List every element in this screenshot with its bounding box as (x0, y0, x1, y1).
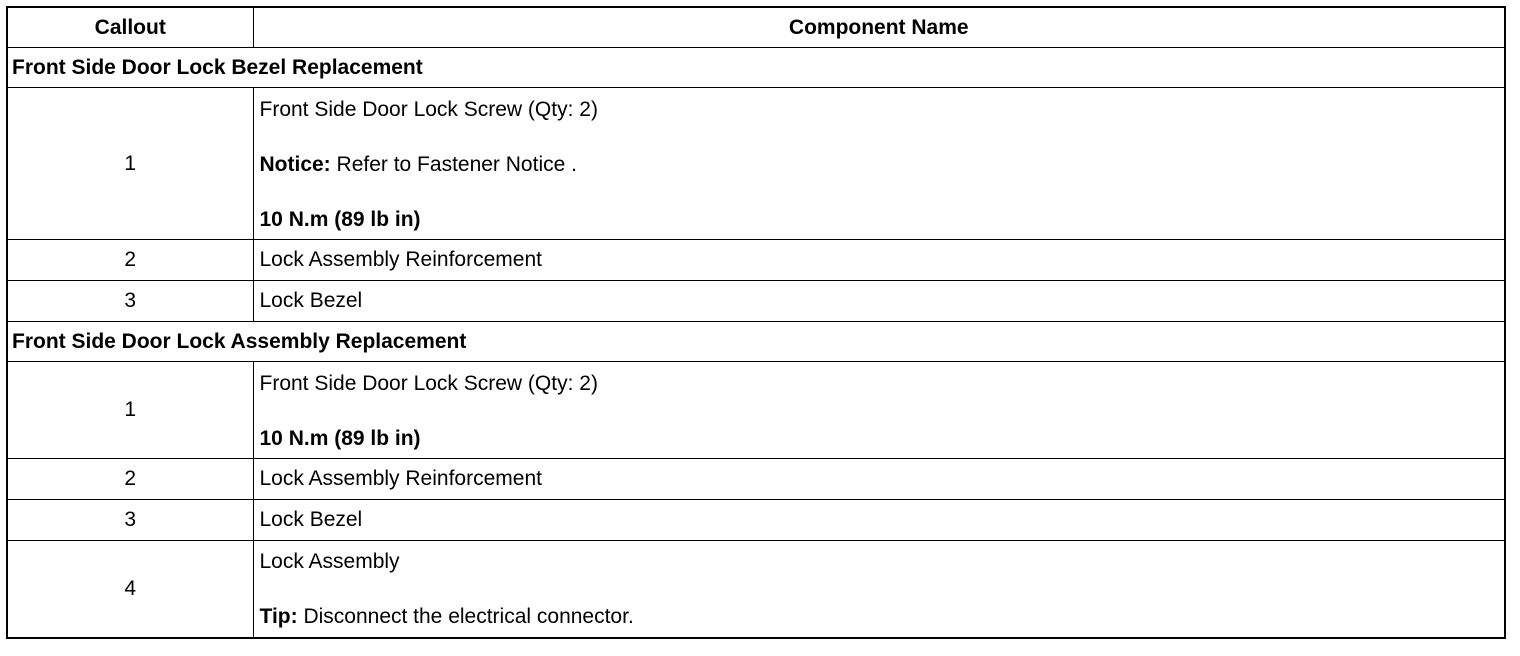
notice-label: Notice: (259, 152, 331, 176)
table-row (7, 500, 1505, 541)
component-cell (253, 362, 1505, 459)
callout-table (6, 6, 1506, 639)
notice-line (260, 151, 1499, 178)
component-name-header: Component Name (253, 7, 1505, 48)
section-row (7, 322, 1505, 362)
table-row (7, 459, 1505, 500)
callout-cell: 3 (7, 500, 253, 541)
callout-cell: 2 (7, 459, 253, 500)
callout-header: Callout (7, 7, 253, 48)
component-name: Front Side Door Lock Screw (Qty: 2) (259, 97, 598, 121)
component-name: Front Side Door Lock Screw (Qty: 2) (259, 371, 598, 395)
tip-line (260, 603, 1499, 630)
table-row (7, 362, 1505, 459)
table-row (7, 281, 1505, 322)
component-cell (253, 541, 1505, 638)
section-title: Front Side Door Lock Assembly Replacement (7, 322, 1505, 362)
component-name: Lock Assembly Reinforcement (253, 459, 1505, 500)
torque-spec: 10 N.m (89 lb in) (259, 426, 421, 450)
torque-spec: 10 N.m (89 lb in) (259, 207, 421, 231)
component-name: Lock Assembly Reinforcement (253, 240, 1505, 281)
component-name: Lock Bezel (253, 281, 1505, 322)
callout-cell: 1 (7, 362, 253, 459)
section-title: Front Side Door Lock Bezel Replacement (7, 48, 1505, 88)
header-row (7, 7, 1505, 48)
table-row (7, 88, 1505, 240)
tip-label: Tip: (259, 605, 298, 629)
callout-cell: 1 (7, 88, 253, 240)
tip-text: Disconnect the electrical connector. (297, 605, 634, 629)
callout-cell: 4 (7, 541, 253, 638)
notice-text: Refer to Fastener Notice . (330, 152, 577, 176)
callout-cell: 2 (7, 240, 253, 281)
component-cell (253, 88, 1505, 240)
callout-cell: 3 (7, 281, 253, 322)
component-name: Lock Bezel (253, 500, 1505, 541)
section-row (7, 48, 1505, 88)
table-row (7, 240, 1505, 281)
component-name: Lock Assembly (259, 550, 400, 574)
table-row (7, 541, 1505, 638)
